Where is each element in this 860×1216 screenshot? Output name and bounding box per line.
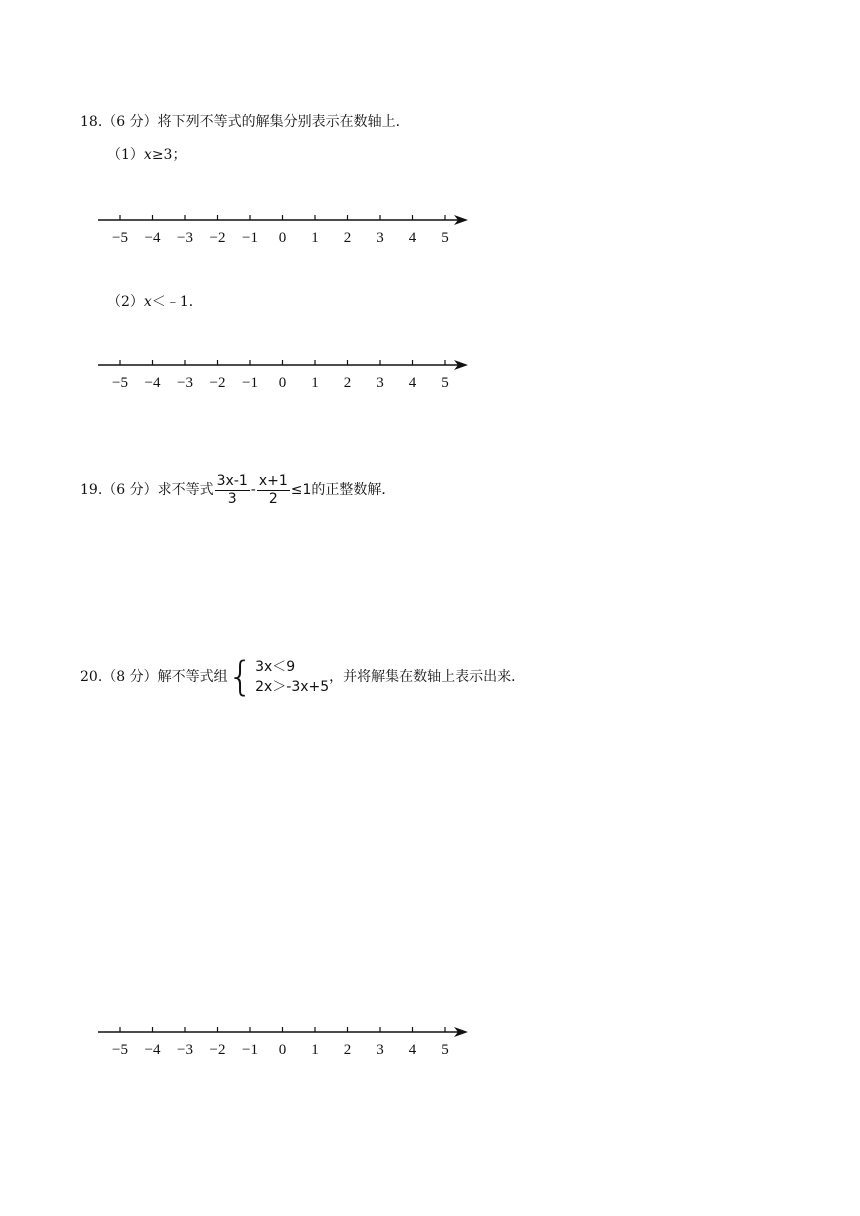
question-19 [80, 470, 395, 510]
question-20 [80, 652, 525, 702]
system-brace: { [227, 654, 254, 700]
question-prompt: 求不等式 [157, 482, 214, 498]
tick-label: −4 [144, 375, 161, 391]
tick-label: −5 [112, 1042, 128, 1058]
tick-label: −2 [209, 1042, 226, 1058]
inequality-2: 2x＞-3x+5 [255, 679, 330, 695]
question-18-part-1 [107, 145, 186, 165]
tick-label: −1 [242, 1042, 258, 1058]
relation: ≤1 [290, 482, 312, 498]
tick-label: 1 [311, 230, 319, 246]
tick-label: 1 [311, 375, 319, 391]
question-18 [80, 112, 410, 132]
tick-label: −5 [112, 375, 128, 391]
tick-label: 3 [376, 375, 384, 391]
tick-label: 4 [408, 375, 417, 391]
part-inequality: ≥3； [151, 147, 187, 163]
tick-label: 0 [278, 230, 287, 246]
tick-label: 4 [408, 230, 417, 246]
number-line-2 [90, 350, 480, 400]
tick-label: 4 [408, 1042, 417, 1058]
part-inequality: ＜﹣1． [151, 294, 203, 310]
fraction-1-numerator: 3x-1 [216, 472, 248, 489]
fraction-2 [257, 473, 290, 508]
fraction-2-denominator: 2 [268, 490, 278, 507]
inequality-system [255, 657, 329, 697]
tick-label: −4 [144, 1042, 161, 1058]
question-points: （6 分） [102, 482, 158, 498]
question-18-part-2 [107, 292, 203, 312]
tick-label: 2 [343, 230, 352, 246]
variable-x: x [143, 147, 152, 163]
tick-label: −1 [242, 230, 258, 246]
tick-label: 2 [343, 1042, 352, 1058]
variable-x: x [143, 294, 152, 310]
inequality-1: 3x＜9 [255, 659, 296, 675]
minus-sign: - [250, 482, 256, 498]
tick-label: 1 [311, 1042, 319, 1058]
tick-label: −1 [242, 375, 258, 391]
number-line-1 [90, 205, 480, 255]
question-number: 19. [80, 482, 103, 498]
question-prompt: 解不等式组 [157, 669, 228, 685]
tick-label: −3 [177, 1042, 193, 1058]
fraction-1 [215, 473, 250, 508]
tick-label: −5 [112, 230, 128, 246]
tick-label: 3 [376, 230, 384, 246]
part-label: （1） [107, 147, 144, 163]
tick-label: 0 [278, 375, 287, 391]
tick-label: 2 [343, 375, 352, 391]
question-points: （6 分） [102, 114, 158, 130]
question-prompt: 将下列不等式的解集分别表示在数轴上． [157, 114, 410, 130]
number-line-3 [90, 1017, 480, 1067]
fraction-1-denominator: 3 [227, 490, 237, 507]
fraction-2-numerator: x+1 [258, 472, 288, 489]
tick-label: 0 [278, 1042, 287, 1058]
tick-label: −3 [177, 375, 193, 391]
tick-label: 3 [376, 1042, 384, 1058]
question-points: （8 分） [102, 669, 158, 685]
tick-label: 5 [441, 375, 449, 391]
question-prompt-end: 的正整数解． [311, 482, 396, 498]
question-prompt-end: ，并将解集在数轴上表示出来． [329, 669, 526, 685]
tick-label: −4 [144, 230, 161, 246]
tick-label: −2 [209, 375, 226, 391]
tick-label: 5 [441, 1042, 449, 1058]
tick-label: 5 [441, 230, 449, 246]
question-number: 18. [80, 114, 103, 130]
tick-label: −2 [209, 230, 226, 246]
part-label: （2） [107, 294, 144, 310]
question-number: 20. [80, 669, 103, 685]
tick-label: −3 [177, 230, 193, 246]
